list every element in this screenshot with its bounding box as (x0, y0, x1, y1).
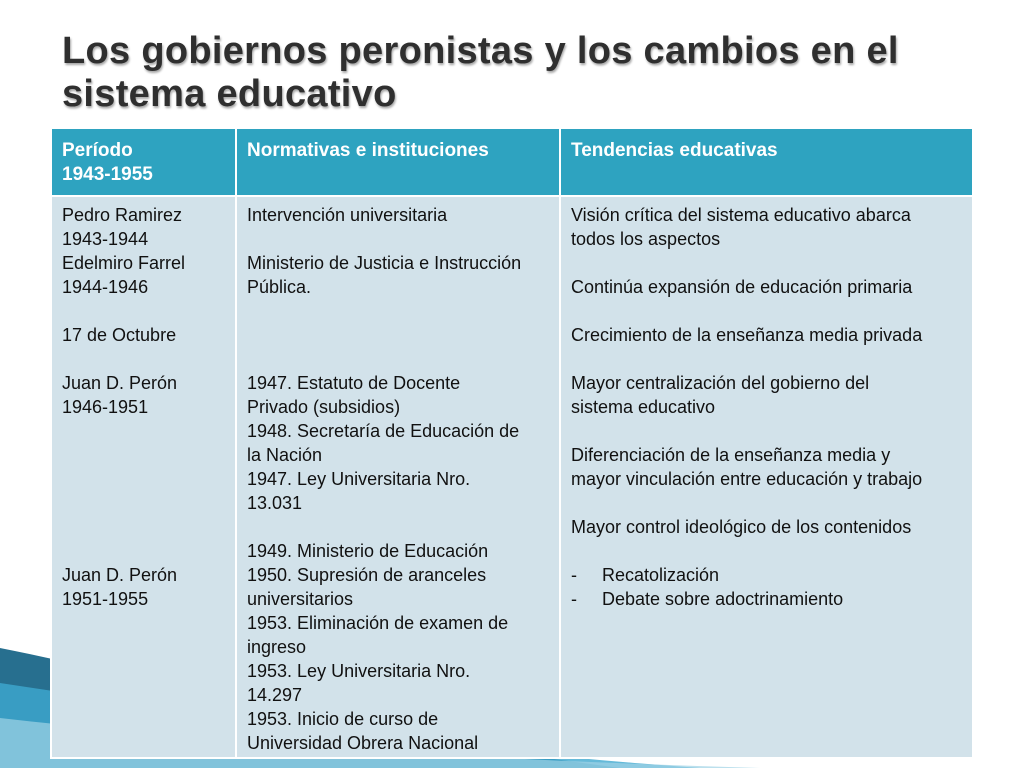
list-item: Intervención universitaria (247, 205, 448, 225)
spacer (247, 323, 553, 347)
list-item: mayor vinculación entre educación y trabajo (571, 469, 923, 489)
list-item: sistema educativo (571, 397, 716, 417)
list-item: Juan D. Perón (62, 373, 178, 393)
spacer (247, 299, 553, 323)
list-item: Universidad Obrera Nacional (247, 733, 479, 753)
title-line-1: Los gobiernos peronistas y los cambios en el (62, 30, 899, 72)
list-item: Visión crítica del sistema educativo abarca (571, 205, 911, 225)
title-line-2: sistema educativo (62, 73, 397, 115)
table-row (51, 196, 973, 758)
list-item: Mayor centralización del gobierno del (571, 373, 870, 393)
list-item: Pública. (247, 277, 312, 297)
header-periodo-label: Período (62, 140, 133, 161)
list-item: Edelmiro Farrel (62, 253, 186, 273)
list-item: 1944-1946 (62, 277, 149, 297)
list-item: todos los aspectos (571, 229, 721, 249)
spacer (571, 251, 966, 275)
list-item: 1950. Supresión de aranceles (247, 565, 487, 585)
spacer (62, 443, 229, 467)
list-item: 1951-1955 (62, 589, 149, 609)
list-item: 1948. Secretaría de Educación de (247, 421, 520, 441)
list-item: 14.297 (247, 685, 303, 705)
spacer (247, 515, 553, 539)
list-item: 1949. Ministerio de Educación (247, 541, 489, 561)
table-header-row (51, 128, 973, 196)
list-item: Crecimiento de la enseñanza media privada (571, 325, 923, 345)
spacer (571, 419, 966, 443)
list-item: 1953. Inicio de curso de (247, 709, 439, 729)
spacer (62, 515, 229, 539)
list-item: 1953. Eliminación de examen de (247, 613, 509, 633)
cell-tendencias (560, 196, 973, 758)
spacer (62, 467, 229, 491)
list-item: 1946-1951 (62, 397, 149, 417)
list-item: Mayor control ideológico de los contenidos (571, 517, 912, 537)
spacer (62, 539, 229, 563)
list-item: 1943-1944 (62, 229, 149, 249)
spacer (62, 491, 229, 515)
spacer (62, 419, 229, 443)
list-item: Ministerio de Justicia e Instrucción (247, 253, 522, 273)
spacer (62, 347, 229, 371)
list-item: Privado (subsidios) (247, 397, 401, 417)
spacer (62, 299, 229, 323)
list-item: 13.031 (247, 493, 303, 513)
list-item: Diferenciación de la enseñanza media y (571, 445, 891, 465)
list-item: Pedro Ramirez (62, 205, 183, 225)
bullet-text: Debate sobre adoctrinamiento (602, 589, 844, 609)
spacer (571, 491, 966, 515)
spacer (571, 299, 966, 323)
bullet-text: Recatolización (602, 565, 720, 585)
list-item: 1947. Estatuto de Docente (247, 373, 461, 393)
list-item: 1953. Ley Universitaria Nro. (247, 661, 471, 681)
bullet-item (571, 587, 966, 611)
header-normativas: Normativas e instituciones (236, 128, 560, 196)
cell-periodo (51, 196, 236, 758)
header-periodo (51, 128, 236, 196)
header-periodo-years: 1943-1955 (62, 164, 153, 185)
list-item: Juan D. Perón (62, 565, 178, 585)
bullet-item (571, 563, 966, 587)
periodo-table (50, 127, 974, 759)
list-item: la Nación (247, 445, 323, 465)
slide-title (62, 30, 992, 116)
spacer (247, 347, 553, 371)
dash-marker: - (571, 589, 577, 609)
list-item: 17 de Octubre (62, 325, 177, 345)
list-item: 1947. Ley Universitaria Nro. (247, 469, 471, 489)
spacer (247, 227, 553, 251)
list-item: ingreso (247, 637, 307, 657)
list-item: universitarios (247, 589, 354, 609)
spacer (571, 347, 966, 371)
dash-marker: - (571, 565, 577, 585)
list-item: Continúa expansión de educación primaria (571, 277, 913, 297)
header-tendencias: Tendencias educativas (560, 128, 973, 196)
cell-normativas (236, 196, 560, 758)
spacer (571, 539, 966, 563)
